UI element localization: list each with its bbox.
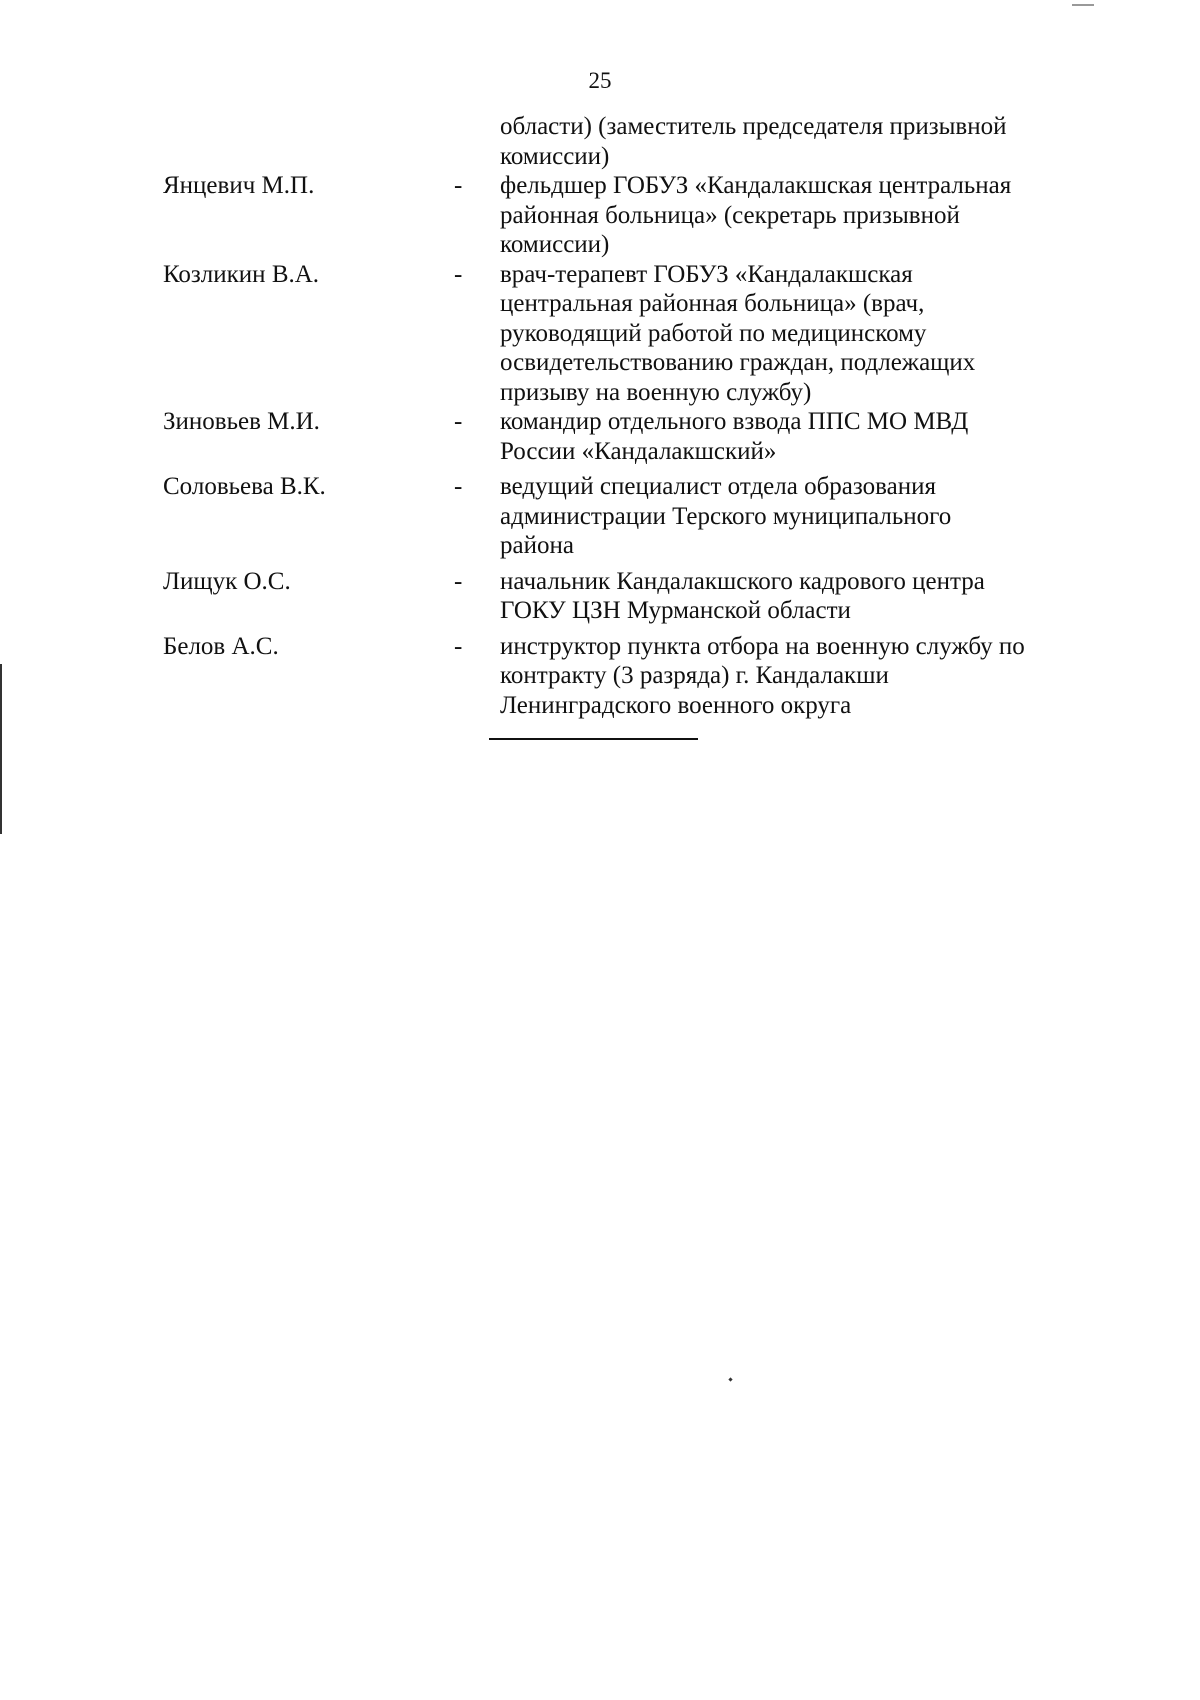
member-name: Зиновьев М.И. xyxy=(163,408,320,435)
member-role: начальник Кандалакшского кадрового центра ГОКУ ЦЗН Мурманской области xyxy=(500,567,985,624)
member-role: врач-терапевт ГОБУЗ «Кандалакшская центральная районная больница» (врач, руководящий работой по медицинскому освидетельствованию граждан, подлежащих призыву на военную службу) xyxy=(500,260,976,406)
member-row xyxy=(0,407,1114,466)
member-name: Козликин В.А. xyxy=(163,260,320,288)
member-row xyxy=(0,472,1114,561)
member-row xyxy=(0,171,1114,260)
member-name: Соловьева В.К. xyxy=(163,473,326,500)
member-row xyxy=(0,112,1114,171)
member-dash: - xyxy=(454,473,463,500)
member-list xyxy=(0,112,1114,720)
member-role: командир отдельного взвода ППС МО МВД России «Кандалакшский» xyxy=(500,408,969,465)
page-number: 25 xyxy=(588,68,612,93)
member-role: ведущий специалист отдела образования администрации Терского муниципального района xyxy=(500,473,952,559)
member-dash: - xyxy=(454,260,463,288)
member-role: фельдшер ГОБУЗ «Кандалакшская центральная районная больница» (секретарь призывной комиссии) xyxy=(500,172,1012,258)
member-dash: - xyxy=(454,632,463,660)
member-name: Янцевич М.П. xyxy=(163,172,315,199)
member-role: инструктор пункта отбора на военную службу по контракту (3 разряда) г. Кандалакши Ленинградского военного округа xyxy=(500,632,1025,719)
member-role: области) (заместитель председателя призывной комиссии) xyxy=(500,113,1007,170)
member-row xyxy=(0,567,1114,626)
scan-edge-mark xyxy=(1072,4,1094,6)
closing-rule xyxy=(489,738,698,740)
member-name: Лищук О.С. xyxy=(163,567,291,595)
member-dash: - xyxy=(454,567,463,595)
scan-speck xyxy=(728,1377,732,1381)
member-row xyxy=(0,260,1114,408)
scan-edge-mark xyxy=(0,664,2,834)
member-row xyxy=(0,632,1114,721)
member-dash: - xyxy=(454,408,463,435)
member-dash: - xyxy=(454,172,463,199)
member-name: Белов А.С. xyxy=(163,632,279,660)
